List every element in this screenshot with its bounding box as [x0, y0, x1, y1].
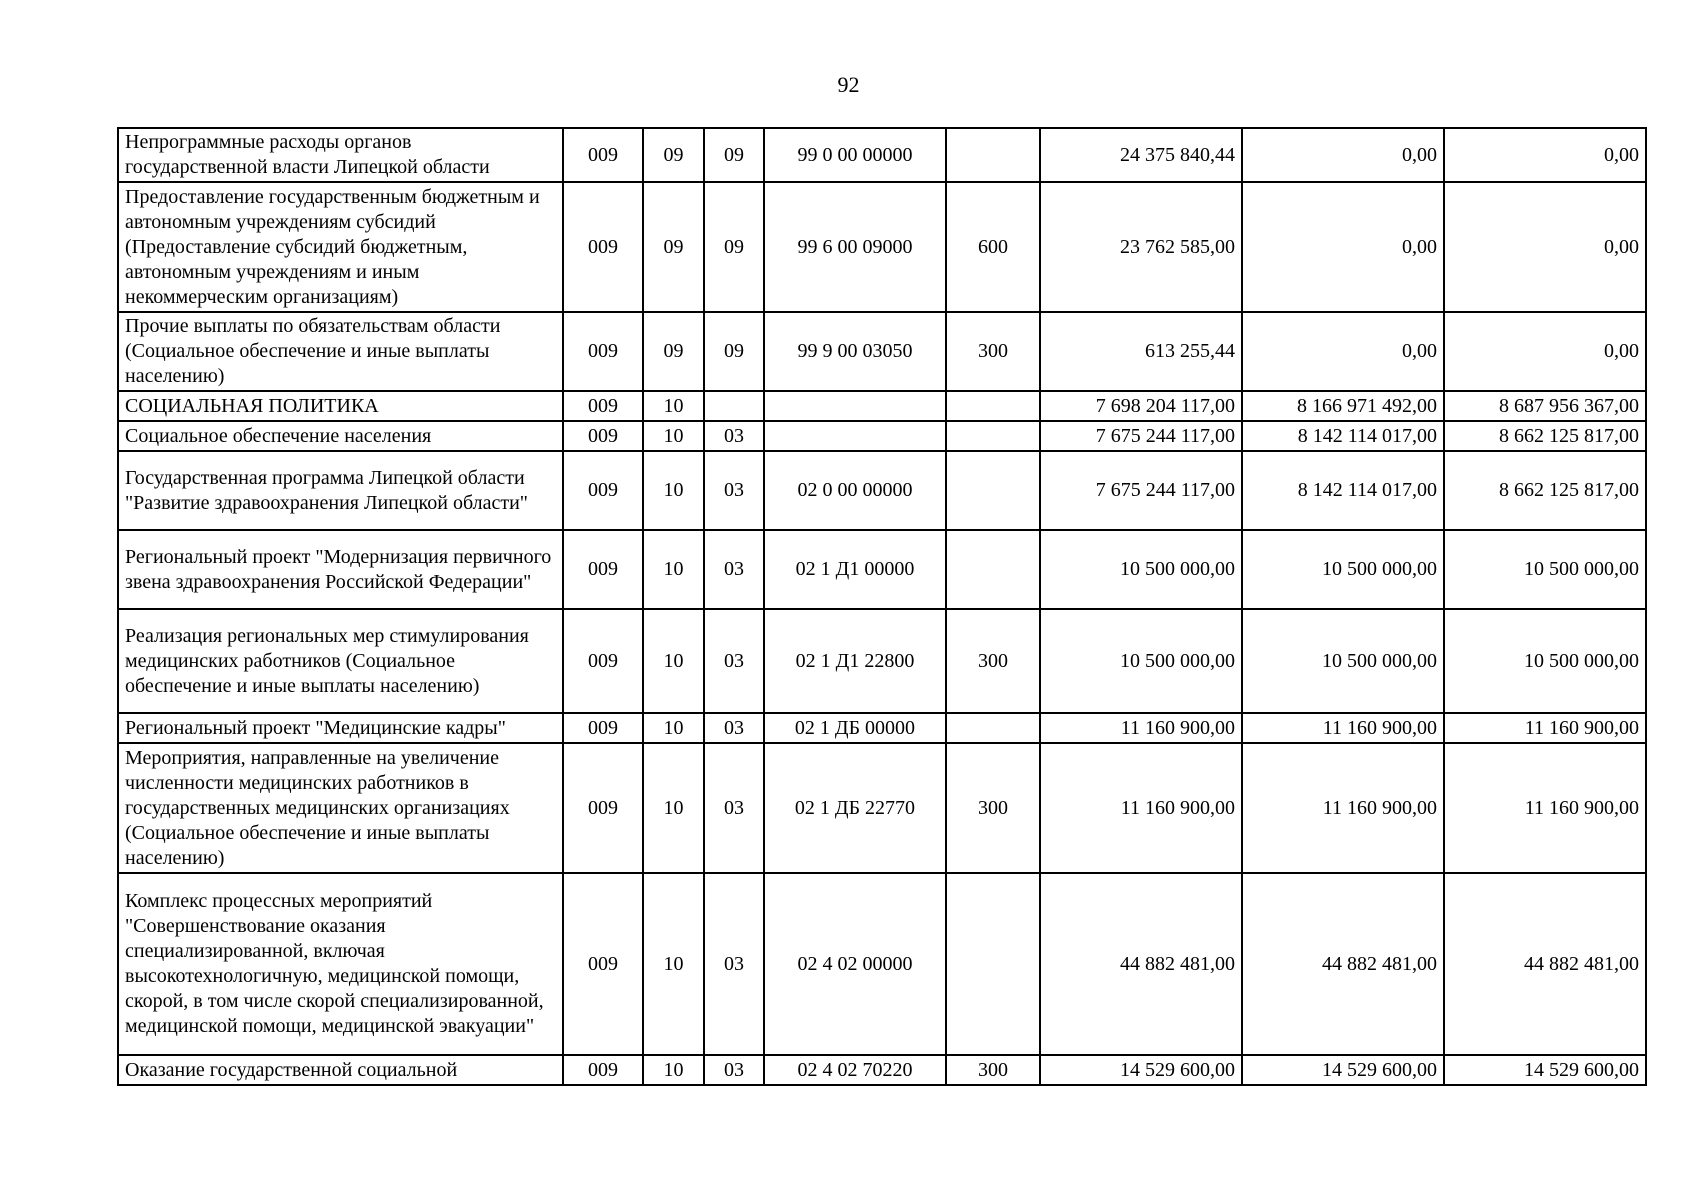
row-section: 10 — [643, 451, 704, 530]
table-row — [118, 1055, 1646, 1085]
row-grbs: 009 — [563, 391, 643, 421]
row-section: 10 — [643, 609, 704, 713]
row-vr — [946, 530, 1040, 609]
row-vr: 600 — [946, 182, 1040, 312]
row-sum2: 11 160 900,00 — [1242, 713, 1444, 743]
row-target: 99 6 00 09000 — [764, 182, 946, 312]
row-name: Комплекс процессных мероприятий "Совершенствование оказания специализированной, включая высокотехнологичную, медицинской помощи, скорой, в том числе скорой специализированной, медицинской помощи, медицинской эвакуации" — [118, 873, 563, 1055]
row-subsection: 03 — [704, 451, 764, 530]
row-sum3: 11 160 900,00 — [1444, 743, 1646, 873]
row-subsection: 03 — [704, 713, 764, 743]
row-grbs: 009 — [563, 182, 643, 312]
row-grbs: 009 — [563, 609, 643, 713]
row-section: 10 — [643, 391, 704, 421]
row-sum2: 0,00 — [1242, 128, 1444, 182]
table-row — [118, 873, 1646, 1055]
row-sum3: 14 529 600,00 — [1444, 1055, 1646, 1085]
row-grbs: 009 — [563, 530, 643, 609]
row-sum2: 0,00 — [1242, 312, 1444, 391]
row-vr — [946, 421, 1040, 451]
row-sum3: 8 662 125 817,00 — [1444, 421, 1646, 451]
row-sum3: 44 882 481,00 — [1444, 873, 1646, 1055]
row-subsection: 03 — [704, 743, 764, 873]
row-sum2: 44 882 481,00 — [1242, 873, 1444, 1055]
budget-table — [117, 127, 1647, 1086]
row-name: Оказание государственной социальной — [118, 1055, 563, 1085]
row-name: Непрограммные расходы органов государственной власти Липецкой области — [118, 128, 563, 182]
row-sum1: 44 882 481,00 — [1040, 873, 1242, 1055]
row-target: 02 1 ДБ 22770 — [764, 743, 946, 873]
table-row — [118, 609, 1646, 713]
row-sum1: 11 160 900,00 — [1040, 743, 1242, 873]
row-target: 02 1 Д1 22800 — [764, 609, 946, 713]
row-sum1: 7 675 244 117,00 — [1040, 451, 1242, 530]
row-subsection: 03 — [704, 1055, 764, 1085]
row-target: 02 4 02 70220 — [764, 1055, 946, 1085]
row-subsection: 03 — [704, 530, 764, 609]
row-sum1: 7 698 204 117,00 — [1040, 391, 1242, 421]
row-section: 10 — [643, 421, 704, 451]
row-vr — [946, 391, 1040, 421]
row-sum2: 8 142 114 017,00 — [1242, 451, 1444, 530]
row-target: 99 0 00 00000 — [764, 128, 946, 182]
table-row — [118, 312, 1646, 391]
row-sum1: 613 255,44 — [1040, 312, 1242, 391]
row-name: Мероприятия, направленные на увеличение численности медицинских работников в государственных медицинских организациях (Социальное обеспечение и иные выплаты населению) — [118, 743, 563, 873]
row-vr — [946, 713, 1040, 743]
row-grbs: 009 — [563, 713, 643, 743]
row-grbs: 009 — [563, 1055, 643, 1085]
row-section: 09 — [643, 182, 704, 312]
row-grbs: 009 — [563, 743, 643, 873]
row-grbs: 009 — [563, 312, 643, 391]
row-vr: 300 — [946, 609, 1040, 713]
row-name: Прочие выплаты по обязательствам области (Социальное обеспечение и иные выплаты населению) — [118, 312, 563, 391]
row-section: 10 — [643, 743, 704, 873]
row-name: СОЦИАЛЬНАЯ ПОЛИТИКА — [118, 391, 563, 421]
row-sum2: 14 529 600,00 — [1242, 1055, 1444, 1085]
row-vr — [946, 873, 1040, 1055]
row-target: 02 1 ДБ 00000 — [764, 713, 946, 743]
row-target: 99 9 00 03050 — [764, 312, 946, 391]
row-sum2: 10 500 000,00 — [1242, 609, 1444, 713]
row-grbs: 009 — [563, 128, 643, 182]
row-sum1: 10 500 000,00 — [1040, 530, 1242, 609]
table-row — [118, 421, 1646, 451]
row-name: Социальное обеспечение населения — [118, 421, 563, 451]
row-target: 02 4 02 00000 — [764, 873, 946, 1055]
row-subsection: 03 — [704, 421, 764, 451]
row-sum2: 11 160 900,00 — [1242, 743, 1444, 873]
row-section: 10 — [643, 873, 704, 1055]
row-sum3: 10 500 000,00 — [1444, 530, 1646, 609]
row-sum2: 8 142 114 017,00 — [1242, 421, 1444, 451]
table-row — [118, 743, 1646, 873]
row-sum3: 0,00 — [1444, 312, 1646, 391]
row-vr — [946, 128, 1040, 182]
table-row — [118, 391, 1646, 421]
row-section: 10 — [643, 1055, 704, 1085]
row-sum3: 8 687 956 367,00 — [1444, 391, 1646, 421]
row-sum3: 10 500 000,00 — [1444, 609, 1646, 713]
row-name: Предоставление государственным бюджетным и автономным учреждениям субсидий (Предоставление субсидий бюджетным, автономным учреждениям и иным некоммерческим организациям) — [118, 182, 563, 312]
row-target: 02 0 00 00000 — [764, 451, 946, 530]
page-number: 92 — [837, 72, 860, 97]
row-sum2: 10 500 000,00 — [1242, 530, 1444, 609]
row-name: Государственная программа Липецкой области "Развитие здравоохранения Липецкой области" — [118, 451, 563, 530]
row-target — [764, 421, 946, 451]
row-grbs: 009 — [563, 451, 643, 530]
row-vr: 300 — [946, 1055, 1040, 1085]
row-subsection: 09 — [704, 128, 764, 182]
row-sum1: 24 375 840,44 — [1040, 128, 1242, 182]
table-row — [118, 128, 1646, 182]
table-row — [118, 530, 1646, 609]
row-sum1: 11 160 900,00 — [1040, 713, 1242, 743]
row-vr: 300 — [946, 743, 1040, 873]
row-sum1: 14 529 600,00 — [1040, 1055, 1242, 1085]
row-sum1: 10 500 000,00 — [1040, 609, 1242, 713]
row-section: 09 — [643, 312, 704, 391]
row-section: 10 — [643, 530, 704, 609]
row-sum3: 0,00 — [1444, 182, 1646, 312]
row-subsection — [704, 391, 764, 421]
row-sum1: 23 762 585,00 — [1040, 182, 1242, 312]
row-sum3: 8 662 125 817,00 — [1444, 451, 1646, 530]
row-sum3: 0,00 — [1444, 128, 1646, 182]
row-grbs: 009 — [563, 873, 643, 1055]
row-vr: 300 — [946, 312, 1040, 391]
row-grbs: 009 — [563, 421, 643, 451]
row-name: Региональный проект "Медицинские кадры" — [118, 713, 563, 743]
row-vr — [946, 451, 1040, 530]
row-subsection: 03 — [704, 609, 764, 713]
table-row — [118, 451, 1646, 530]
row-subsection: 03 — [704, 873, 764, 1055]
table-row — [118, 713, 1646, 743]
row-section: 09 — [643, 128, 704, 182]
row-section: 10 — [643, 713, 704, 743]
row-subsection: 09 — [704, 182, 764, 312]
row-sum2: 8 166 971 492,00 — [1242, 391, 1444, 421]
row-sum3: 11 160 900,00 — [1444, 713, 1646, 743]
row-subsection: 09 — [704, 312, 764, 391]
row-name: Региональный проект "Модернизация первичного звена здравоохранения Российской Федерации" — [118, 530, 563, 609]
row-sum1: 7 675 244 117,00 — [1040, 421, 1242, 451]
table-row — [118, 182, 1646, 312]
row-name: Реализация региональных мер стимулирования медицинских работников (Социальное обеспечение и иные выплаты населению) — [118, 609, 563, 713]
row-sum2: 0,00 — [1242, 182, 1444, 312]
row-target: 02 1 Д1 00000 — [764, 530, 946, 609]
row-target — [764, 391, 946, 421]
